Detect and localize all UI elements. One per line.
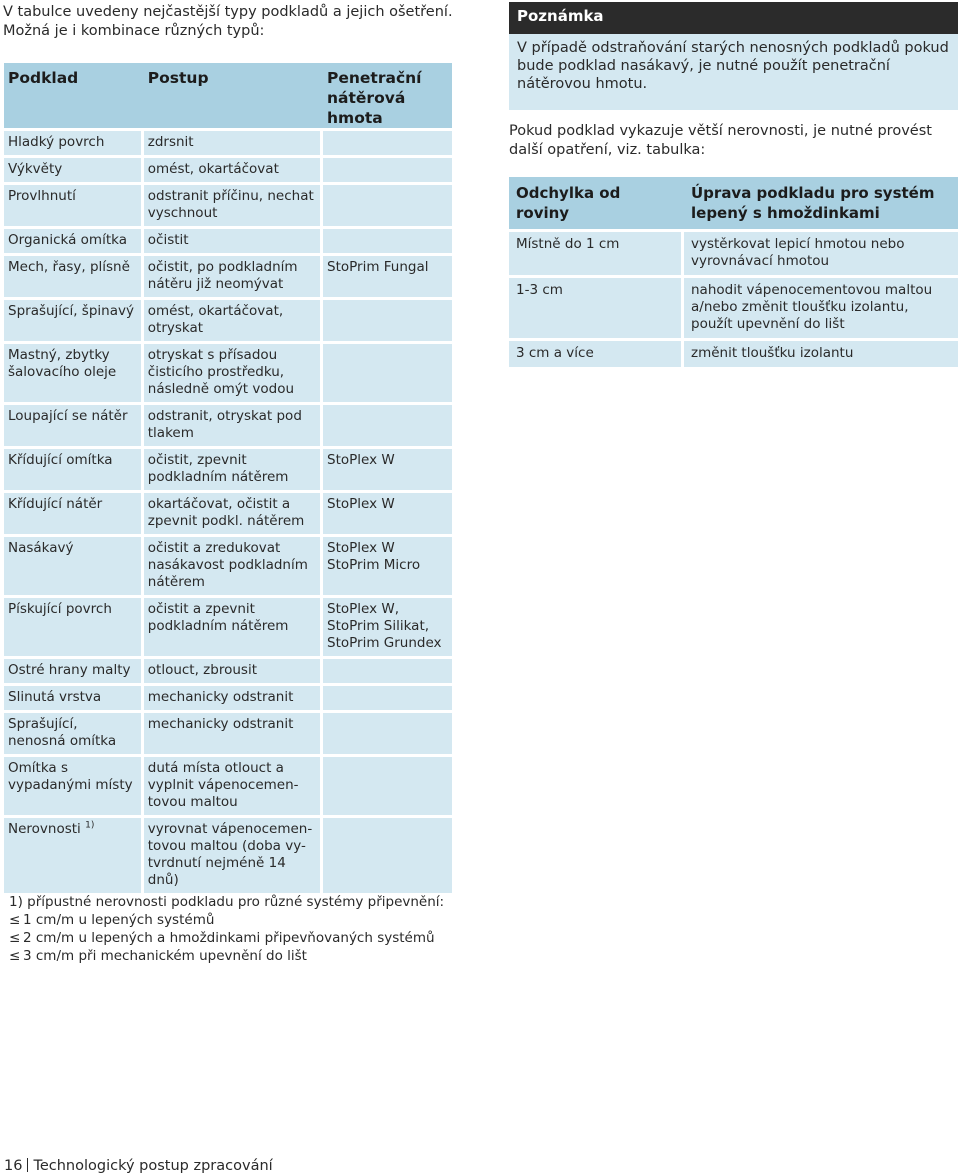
footnote-title: 1) přípustné nerovnosti podkladu pro různé systémy připevnění:	[9, 894, 445, 910]
cell-penetrace	[320, 297, 452, 341]
intro-line-1: V tabulce uvedeny nejčastější typy podkladů a jejich ošetření.	[3, 4, 453, 20]
table-header-row	[4, 63, 452, 128]
cell-penetrace	[320, 815, 452, 893]
footnote	[9, 893, 449, 965]
cell-odchylka: Místně do 1 cm	[509, 229, 681, 275]
cell-postup: dutá místa otlouct a vyplnit vápenocemen-tovou maltou	[141, 754, 320, 815]
cell-postup: mechanicky odstranit	[141, 710, 320, 754]
table-header-row	[509, 177, 958, 229]
cell-penetrace: StoPlex W, StoPrim Silikat, StoPrim Grundex	[320, 595, 452, 656]
header-postup: Postup	[141, 63, 320, 128]
table-row	[4, 297, 452, 341]
table-row	[4, 155, 452, 182]
cell-penetrace	[320, 683, 452, 710]
cell-podklad	[4, 815, 141, 893]
footnote-marker: 1)	[85, 820, 95, 831]
cell-postup: okartáčovat, očistit a zpevnit podkl. nátěrem	[141, 490, 320, 534]
table-row	[509, 338, 958, 367]
le-symbol: ≤	[9, 912, 21, 928]
cell-penetrace	[320, 182, 452, 226]
table-row	[4, 710, 452, 754]
cell-postup: očistit	[141, 226, 320, 253]
substrate-treatment-table	[4, 63, 452, 893]
cell-uprava: nahodit vápenocementovou maltou a/nebo změnit tloušťku izolantu, použít upevnění do lišt	[681, 275, 958, 338]
note-text: V případě odstraňování starých nenosných podkladů pokud bude podklad nasákavý, je nutné použít penetrační nátěrovou hmotu.	[509, 34, 958, 110]
cell-penetrace: StoPrim Fungal	[320, 253, 452, 297]
cell-postup: odstranit, otryskat pod tlakem	[141, 402, 320, 446]
footnote-item-text: 1 cm/m u lepených systémů	[23, 912, 215, 928]
cell-podklad: Mastný, zbytky šalovacího oleje	[4, 341, 141, 402]
header-odchylka: Odchylka od roviny	[509, 177, 681, 229]
footnote-item	[9, 947, 449, 965]
le-symbol: ≤	[9, 948, 21, 964]
cell-penetrace	[320, 341, 452, 402]
footer-title: Technologický postup zpracování	[33, 1158, 273, 1174]
cell-postup: vyrovnat vápenocemen-tovou maltou (doba vy-tvrdnutí nejméně 14 dnů)	[141, 815, 320, 893]
cell-postup: omést, okartáčovat	[141, 155, 320, 182]
cell-podklad: Omítka s vypadanými místy	[4, 754, 141, 815]
cell-postup: zdrsnit	[141, 128, 320, 155]
table-row	[4, 754, 452, 815]
deviation-paragraph: Pokud podklad vykazuje větší nerovnosti, je nutné provést další opatření, viz. tabulka:	[509, 123, 932, 158]
cell-podklad: Pískující povrch	[4, 595, 141, 656]
table-row	[4, 182, 452, 226]
table-row	[4, 683, 452, 710]
table-row	[4, 534, 452, 595]
intro-line-2: Možná je i kombinace různých typů:	[3, 23, 265, 39]
footnote-item-text: 2 cm/m u lepených a hmoždinkami připevňovaných systémů	[23, 930, 435, 946]
cell-podklad: Ostré hrany malty	[4, 656, 141, 683]
footer-divider	[27, 1158, 28, 1172]
footnote-item-text: 3 cm/m při mechanickém upevnění do lišt	[23, 948, 307, 964]
footnote-item	[9, 929, 449, 947]
cell-odchylka: 3 cm a více	[509, 338, 681, 367]
cell-penetrace	[320, 226, 452, 253]
cell-postup: odstranit příčinu, nechat vyschnout	[141, 182, 320, 226]
page-number: 16	[4, 1158, 23, 1174]
header-uprava: Úprava podkladu pro systém lepený s hmoždinkami	[681, 177, 958, 229]
cell-penetrace: StoPlex W StoPrim Micro	[320, 534, 452, 595]
table-row	[4, 402, 452, 446]
cell-podklad: Hladký povrch	[4, 128, 141, 155]
cell-podklad: Sprašující, nenosná omítka	[4, 710, 141, 754]
cell-postup: očistit a zpevnit podkladním nátěrem	[141, 595, 320, 656]
table-row	[4, 226, 452, 253]
table-row	[4, 815, 452, 893]
table-row	[509, 229, 958, 275]
table-row	[4, 446, 452, 490]
table-row	[4, 341, 452, 402]
cell-penetrace	[320, 656, 452, 683]
page-footer	[4, 1157, 273, 1175]
intro-text	[3, 3, 473, 41]
table-row	[4, 128, 452, 155]
cell-penetrace	[320, 128, 452, 155]
footnote-item	[9, 911, 449, 929]
cell-podklad: Nasákavý	[4, 534, 141, 595]
cell-podklad: Křídující omítka	[4, 446, 141, 490]
cell-odchylka: 1-3 cm	[509, 275, 681, 338]
cell-penetrace	[320, 710, 452, 754]
note-heading: Poznámka	[509, 2, 958, 34]
cell-postup: očistit a zredukovat nasákavost podkladním nátěrem	[141, 534, 320, 595]
cell-penetrace	[320, 402, 452, 446]
cell-podklad: Křídující nátěr	[4, 490, 141, 534]
table-row	[4, 253, 452, 297]
cell-uprava: vystěrkovat lepicí hmotou nebo vyrovnávací hmotou	[681, 229, 958, 275]
cell-postup: omést, okartáčovat, otryskat	[141, 297, 320, 341]
cell-postup: otlouct, zbrousit	[141, 656, 320, 683]
table-row	[4, 595, 452, 656]
cell-podklad: Provlhnutí	[4, 182, 141, 226]
cell-penetrace	[320, 754, 452, 815]
cell-podklad: Sprašující, špinavý	[4, 297, 141, 341]
cell-postup: otryskat s přísadou čisticího prostředku, následně omýt vodou	[141, 341, 320, 402]
cell-postup: očistit, po podkladním nátěru již neomývat	[141, 253, 320, 297]
cell-penetrace: StoPlex W	[320, 490, 452, 534]
cell-podklad: Slinutá vrstva	[4, 683, 141, 710]
cell-podklad: Organická omítka	[4, 226, 141, 253]
cell-postup: mechanicky odstranit	[141, 683, 320, 710]
cell-penetrace: StoPlex W	[320, 446, 452, 490]
cell-podklad: Mech, řasy, plísně	[4, 253, 141, 297]
cell-podklad: Výkvěty	[4, 155, 141, 182]
cell-penetrace	[320, 155, 452, 182]
table-row	[4, 490, 452, 534]
header-penetrace: Penetrační nátěrová hmota	[320, 63, 452, 128]
cell-podklad: Loupající se nátěr	[4, 402, 141, 446]
deviation-table	[509, 177, 958, 367]
le-symbol: ≤	[9, 930, 21, 946]
cell-postup: očistit, zpevnit podkladním nátěrem	[141, 446, 320, 490]
header-podklad: Podklad	[4, 63, 141, 128]
table-row	[509, 275, 958, 338]
cell-podklad-text: Nerovnosti	[8, 821, 81, 837]
cell-uprava: změnit tloušťku izolantu	[681, 338, 958, 367]
table-row	[4, 656, 452, 683]
